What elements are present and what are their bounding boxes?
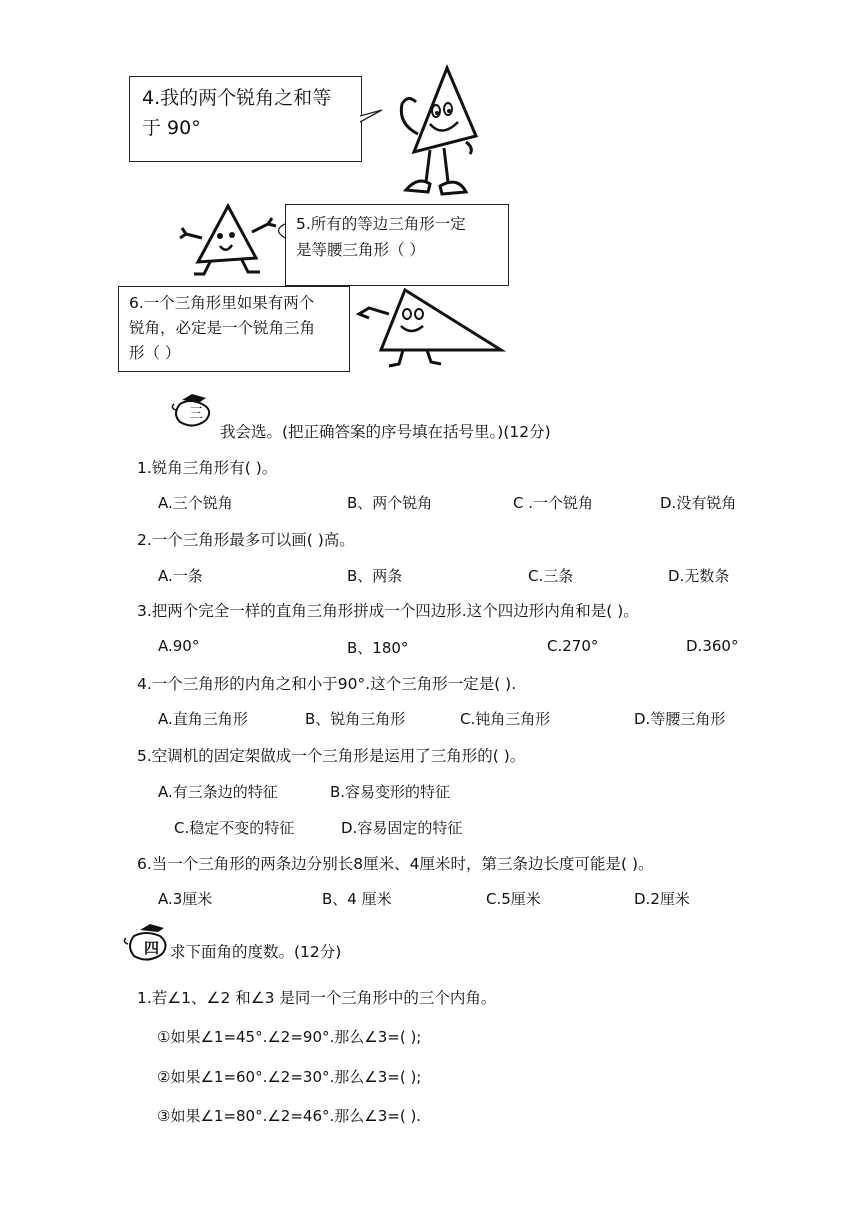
- question-1: 1.锐角三角形有( )。: [137, 459, 278, 477]
- q2-option-a: A.一条: [158, 567, 203, 585]
- section-three-title: 我会选。(把正确答案的序号填在括号里。)(12分): [220, 423, 551, 441]
- q4-option-a: A.直角三角形: [158, 710, 248, 728]
- bubble-6-line2: 锐角，必定是一个锐角三角: [129, 319, 316, 337]
- question-3: 3.把两个完全一样的直角三角形拼成一个四边形.这个四边形内角和是( )。: [137, 602, 639, 620]
- question-4: 4.一个三角形的内角之和小于90°.这个三角形一定是( ).: [137, 675, 517, 693]
- q5-option-b: B.容易变形的特征: [330, 783, 451, 801]
- q1-option-c: C .一个锐角: [513, 494, 594, 512]
- q2-option-d: D.无数条: [668, 567, 730, 585]
- svg-text:三: 三: [189, 406, 203, 422]
- cartoon-triangle-character-icon: [180, 198, 280, 278]
- speech-bubble-4: [129, 76, 362, 162]
- bubble-6-line3: 形（ ）: [129, 344, 181, 362]
- q5-option-d: D.容易固定的特征: [341, 819, 463, 837]
- q4-option-b: B、锐角三角形: [305, 710, 406, 728]
- bubble-5-line2: 是等腰三角形（ ）: [296, 241, 425, 259]
- q3-option-d: D.360°: [686, 637, 739, 655]
- q6-option-c: C.5厘米: [486, 890, 541, 908]
- q2-option-b: B、两条: [347, 567, 403, 585]
- cartoon-triangle-character-icon: [355, 284, 505, 374]
- question-5: 5.空调机的固定架做成一个三角形是运用了三角形的( )。: [137, 747, 526, 765]
- angle-item-3: ③如果∠1=80°.∠2=46°.那么∠3=( ).: [157, 1107, 422, 1125]
- q6-option-a: A.3厘米: [158, 890, 213, 908]
- section-four-title: 求下面角的度数。(12分): [170, 943, 342, 961]
- svg-text:四: 四: [144, 939, 160, 957]
- speech-bubble-5: [285, 204, 509, 286]
- section-three-mascot-icon: [170, 390, 218, 430]
- q1-option-a: A.三个锐角: [158, 494, 233, 512]
- question-6: 6.当一个三角形的两条边分别长8厘米、4厘米时，第三条边长度可能是( )。: [137, 855, 654, 873]
- section-four-question-1: 1.若∠1、∠2 和∠3 是同一个三角形中的三个内角。: [137, 989, 497, 1007]
- section-four-mascot-icon: [122, 922, 170, 966]
- q3-option-c: C.270°: [547, 637, 599, 655]
- q2-option-c: C.三条: [528, 567, 574, 585]
- q6-option-d: D.2厘米: [634, 890, 690, 908]
- q6-option-b: B、4 厘米: [322, 890, 392, 908]
- q5-option-a: A.有三条边的特征: [158, 783, 278, 801]
- bubble-4-line1: 4.我的两个锐角之和等: [142, 87, 332, 109]
- speech-bubble-6: [118, 286, 350, 372]
- q3-option-b: B、180°: [347, 639, 409, 657]
- q5-option-c: C.稳定不变的特征: [174, 819, 295, 837]
- q3-option-a: A.90°: [158, 637, 200, 655]
- q1-option-d: D.没有锐角: [660, 494, 737, 512]
- angle-item-1: ①如果∠1=45°.∠2=90°.那么∠3=( );: [157, 1028, 422, 1046]
- q4-option-d: D.等腰三角形: [634, 710, 726, 728]
- question-2: 2.一个三角形最多可以画( )高。: [137, 531, 355, 549]
- bubble-6-line1: 6.一个三角形里如果有两个: [129, 294, 315, 312]
- angle-item-2: ②如果∠1=60°.∠2=30°.那么∠3=( );: [157, 1068, 422, 1086]
- bubble-4-line2: 于 90°: [142, 117, 201, 139]
- cartoon-triangle-character-icon: [378, 64, 488, 204]
- bubble-5-tail: [270, 222, 290, 242]
- q1-option-b: B、两个锐角: [347, 494, 433, 512]
- bubble-5-line1: 5.所有的等边三角形一定: [296, 215, 466, 233]
- q4-option-c: C.钝角三角形: [460, 710, 551, 728]
